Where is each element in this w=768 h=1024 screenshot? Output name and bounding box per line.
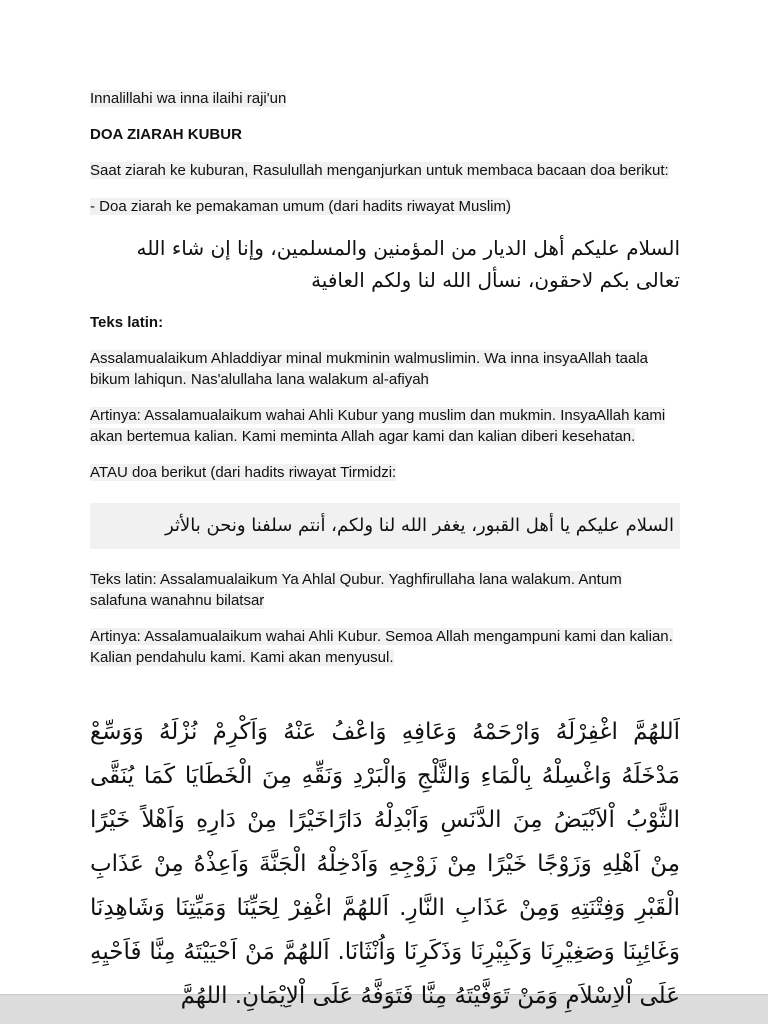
intro-text: Innalillahi wa inna ilaihi raji'un bbox=[90, 90, 287, 107]
paragraph-subheading bbox=[90, 196, 680, 217]
intro-line bbox=[90, 88, 680, 109]
instruction-text: Saat ziarah ke kuburan, Rasulullah menganjurkan untuk membaca bacaan doa berikut: bbox=[90, 162, 669, 179]
latin-transliteration-2-text: Teks latin: Assalamualaikum Ya Ahlal Qubur. Yaghfirullaha lana walakum. Antum salafuna wanahnu bilatsar bbox=[90, 571, 622, 609]
arabic-dua-1: السلام عليكم أهل الديار من المؤمنين والمسلمين، وإنا إن شاء الله تعالى بكم لاحقون، نسأل الله لنا ولكم العافية bbox=[136, 236, 680, 292]
teks-latin-label: Teks latin: bbox=[90, 314, 164, 331]
translation-1-text: Artinya: Assalamualaikum wahai Ahli Kubur yang muslim dan mukmin. InsyaAllah kami akan bertemua kalian. Kami meminta Allah agar kami dan kalian diberi kesehatan. bbox=[90, 407, 666, 445]
translation-1 bbox=[90, 405, 680, 447]
translation-2 bbox=[90, 626, 680, 668]
document-title: DOA ZIARAH KUBUR bbox=[90, 126, 242, 143]
translation-2-text: Artinya: Assalamualaikum wahai Ahli Kubur. Semoa Allah mengampuni kami dan kalian. Kalian pendahulu kami. Kami akan menyusul. bbox=[90, 628, 673, 666]
alternative-text: ATAU doa berikut (dari hadits riwayat Tirmidzi: bbox=[90, 464, 397, 481]
arabic-dua-2-highlight-block bbox=[90, 503, 680, 549]
latin-transliteration-2 bbox=[90, 569, 680, 611]
arabic-dua-2: السلام عليكم يا أهل القبور، يغفر الله لنا ولكم، أنتم سلفنا ونحن بالأثر bbox=[165, 515, 674, 536]
paragraph-alternative bbox=[90, 462, 680, 483]
arabic-dua-3-long-prayer: اَللهُمَّ اغْفِرْلَهُ وَارْحَمْهُ وَعَافِهِ وَاعْفُ عَنْهُ وَاَكْرِمْ نُزْلَهُ وَوَسِّعْ مَدْخَلَهُ وَاغْسِلْهُ بِالْمَاءِ وَالثَّلْجِ وَالْبَرْدِ وَنَقِّهِ مِنَ الْخَطَايَا كَمَا يُنَقَّى الثَّوْبُ اْلاَبْيَضُ مِنَ الدَّنَسِ وَاَبْدِلْهُ دَارًاخَيْرًا مِنْ دَارِهِ وَاَهْلاً خَيْرًا مِنْ اَهْلِهِ وَزَوْجًا خَيْرًا مِنْ زَوْجِهِ وَاَدْخِلْهُ الْجَنَّةَ وَاَعِذْهُ مِنْ عَذَابِ الْقَبْرِ وَفِتْنَتِهِ وَمِنْ عَذَابِ النَّارِ. اَللهُمَّ اغْفِرْ لِحَيِّنَا وَمَيِّتِنَا وَشَاهِدِنَا وَغَائِبِنَا وَصَغِيْرِنَا وَكَبِيْرِنَا وَذَكَرِنَا وَاُنْثَانَا. اَللهُمَّ مَنْ اَحْيَيْتَهُ مِنَّا فَاَحْيِهِ عَلَى اْلاِسْلاَمِ وَمَنْ تَوَفَّيْتَهُ مِنَّا فَتَوَفَّهُ عَلَى اْلاِيْمَانِ. اللهُمَّ bbox=[90, 719, 680, 1009]
subheading-text: - Doa ziarah ke pemakaman umum (dari hadits riwayat Muslim) bbox=[90, 198, 511, 215]
paragraph-instruction bbox=[90, 160, 680, 181]
latin-transliteration-1-text: Assalamualaikum Ahladdiyar minal mukminin walmuslimin. Wa inna insyaAllah taala bikum lahiqun. Nas'alullaha lana walakum al-afiyah bbox=[90, 350, 649, 388]
latin-transliteration-1 bbox=[90, 348, 680, 390]
